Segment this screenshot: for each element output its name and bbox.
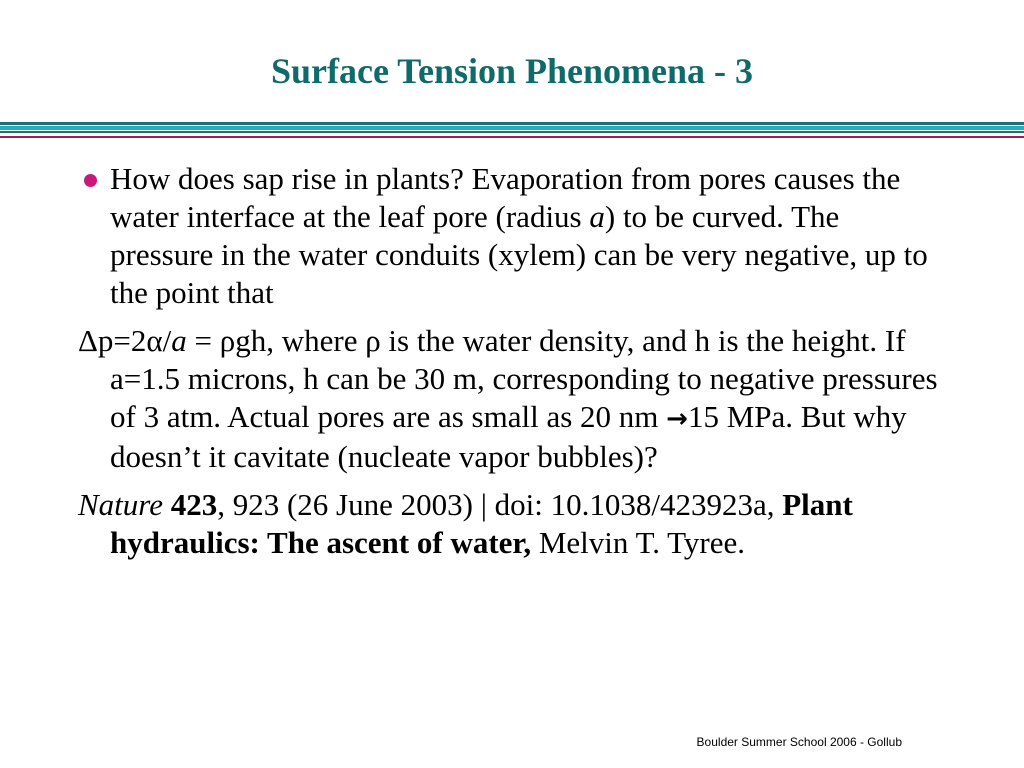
divider-line-teal xyxy=(0,122,1024,125)
paragraph-text: 15 MPa. But why doesn’t it cavitate (nucleate vapor bubbles)? xyxy=(110,399,907,474)
italic-variable: a xyxy=(171,323,187,358)
slide-footer: Boulder Summer School 2006 - Gollub xyxy=(696,735,902,749)
divider-line-teal-thin xyxy=(0,131,1024,133)
paragraph-text: = ρgh, where ρ is the water density, and h is the height. If a=1.5 microns, h can be 30 m, corresponding to negative pressures of 3 atm. Actual pores are as small as 20 nm xyxy=(110,323,938,434)
slide-title: Surface Tension Phenomena - 3 xyxy=(270,51,754,91)
journal-volume: 423 xyxy=(170,487,218,522)
equation-paragraph xyxy=(78,322,948,476)
equation-lead: Δp=2α/ xyxy=(78,323,172,358)
citation-reference: , 923 (26 June 2003) | doi: 10.1038/423923a, xyxy=(217,487,783,522)
slide-body xyxy=(78,160,948,572)
paragraph-text: ) to be curved. The pressure in the water conduits (xylem) can be very negative, up to the point that xyxy=(110,199,928,310)
paragraph-text: How does sap rise in plants? Evaporation from pores causes the water interface at the leaf pore (radius xyxy=(110,161,901,234)
article-author: Melvin T. Tyree. xyxy=(531,525,746,560)
italic-variable: a xyxy=(589,199,605,234)
divider-line-magenta xyxy=(0,136,1024,138)
article-title: Plant hydraulics: The ascent of water, xyxy=(110,487,853,560)
divider-line-cyan xyxy=(0,126,1024,130)
right-arrow-icon: → xyxy=(666,404,688,434)
bullet-dot-icon xyxy=(84,174,97,187)
bullet-paragraph-sap xyxy=(78,160,948,312)
citation-paragraph xyxy=(78,486,948,562)
journal-name: Nature xyxy=(78,487,163,522)
